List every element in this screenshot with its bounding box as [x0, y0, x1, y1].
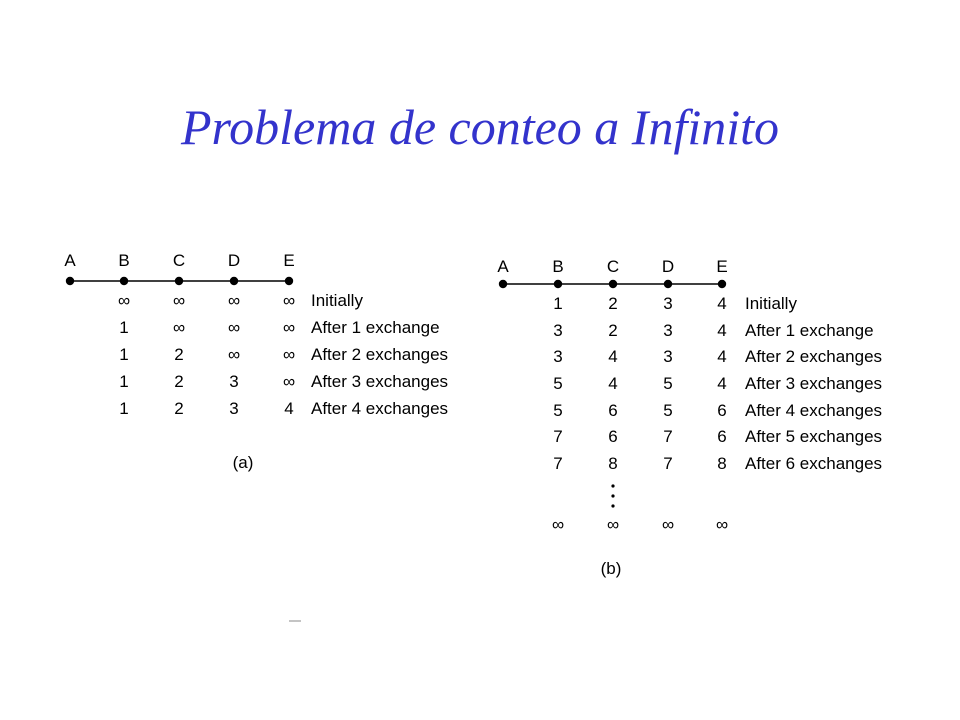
panel-b-row-6-value-e: 8	[717, 454, 727, 473]
panel-b-node-b-dot	[554, 280, 562, 288]
panel-a-row-4-value-d: 3	[229, 399, 239, 418]
panel-a-row-3-value-e: ∞	[282, 372, 296, 391]
panel-b-node-c-dot	[609, 280, 617, 288]
panel-a-node-b-dot	[120, 277, 128, 285]
panel-a-row-0-value-e: ∞	[282, 291, 296, 310]
panel-b-final-value-c: ∞	[606, 515, 620, 534]
panel-a-row-1-label: After 1 exchange	[311, 318, 440, 337]
panel-b-row-2-value-d: 3	[663, 347, 673, 366]
panel-a-row-3-value-d: 3	[229, 372, 239, 391]
panel-b-row-6-value-c: 8	[608, 454, 618, 473]
panel-b-row-0-value-d: 3	[663, 294, 673, 313]
panel-b-row-3-value-e: 4	[717, 374, 727, 393]
panel-a-node-a-label: A	[64, 251, 76, 270]
panel-a-row-4-value-e: 4	[284, 399, 294, 418]
panel-b-row-3-label: After 3 exchanges	[745, 374, 883, 393]
panel-a-row-0-value-c: ∞	[172, 291, 186, 310]
panel-b-row-4-value-d: 5	[663, 401, 673, 420]
panel-a-row-0-label: Initially	[311, 291, 363, 310]
panel-a-row-3-label: After 3 exchanges	[311, 372, 449, 391]
panel-a-row-3-value-c: 2	[174, 372, 184, 391]
panel-b-row-2-label: After 2 exchanges	[745, 347, 883, 366]
panel-b-row-4-value-b: 5	[553, 401, 563, 420]
panel-b-row-5-value-e: 6	[717, 427, 727, 446]
panel-b-row-0-value-c: 2	[608, 294, 618, 313]
panel-a-row-2-value-d: ∞	[227, 345, 241, 364]
panel-a-row-4-label: After 4 exchanges	[311, 399, 449, 418]
panel-b-row-4-value-c: 6	[608, 401, 618, 420]
panel-a-node-b-label: B	[118, 251, 130, 270]
panel-a-node-c-dot	[175, 277, 183, 285]
panel-b	[497, 257, 882, 578]
panel-b-caption: (b)	[600, 559, 622, 578]
panel-a-node-e-dot	[285, 277, 293, 285]
panel-a-node-c-label: C	[172, 251, 186, 270]
panel-a-node-d-dot	[230, 277, 238, 285]
panel-b-row-2-value-b: 3	[553, 347, 563, 366]
panel-a-row-0-value-b: ∞	[117, 291, 131, 310]
panel-b-row-0-value-e: 4	[717, 294, 727, 313]
panel-a	[64, 251, 448, 472]
panel-b-node-e-dot	[718, 280, 726, 288]
panel-b-node-a-dot	[499, 280, 507, 288]
panel-b-node-c-label: C	[606, 257, 620, 276]
slide-title: Problema de conteo a Infinito	[180, 99, 780, 155]
panel-a-row-3-value-b: 1	[119, 372, 129, 391]
panel-b-vertical-ellipsis	[611, 484, 614, 507]
panel-b-row-0-value-b: 1	[553, 294, 563, 313]
panel-b-row-1-value-b: 3	[553, 321, 563, 340]
panel-a-row-2-label: After 2 exchanges	[311, 345, 449, 364]
panel-a-row-0-value-d: ∞	[227, 291, 241, 310]
panel-b-ellipsis-dot-2	[611, 494, 614, 497]
panel-b-node-b-label: B	[552, 257, 564, 276]
panel-b-row-3-value-d: 5	[663, 374, 673, 393]
panel-a-node-e-label: E	[283, 251, 295, 270]
panel-a-row-4-value-c: 2	[174, 399, 184, 418]
panel-b-row-6-value-b: 7	[553, 454, 563, 473]
panel-b-row-1-value-d: 3	[663, 321, 673, 340]
panel-a-caption: (a)	[232, 453, 254, 472]
panel-b-node-a-label: A	[497, 257, 509, 276]
panel-a-row-1-value-e: ∞	[282, 318, 296, 337]
panel-b-final-value-e: ∞	[715, 515, 729, 534]
panel-a-row-2-value-c: 2	[174, 345, 184, 364]
panel-b-row-5-value-c: 6	[608, 427, 618, 446]
panel-b-row-3-value-b: 5	[553, 374, 563, 393]
panel-b-row-3-value-c: 4	[608, 374, 618, 393]
panel-b-ellipsis-dot-3	[611, 504, 614, 507]
panel-b-row-5-label: After 5 exchanges	[745, 427, 883, 446]
panel-b-row-2-value-c: 4	[608, 347, 618, 366]
panel-b-row-0-label: Initially	[745, 294, 797, 313]
panel-b-row-6-label: After 6 exchanges	[745, 454, 883, 473]
panel-a-row-1-value-b: 1	[119, 318, 129, 337]
panel-a-node-d-label: D	[227, 251, 241, 270]
panel-b-row-1-value-c: 2	[608, 321, 618, 340]
panel-a-row-1-value-d: ∞	[227, 318, 241, 337]
panel-b-node-d-dot	[664, 280, 672, 288]
panel-a-row-2-value-b: 1	[119, 345, 129, 364]
panel-b-row-1-label: After 1 exchange	[745, 321, 874, 340]
panel-b-node-e-label: E	[716, 257, 728, 276]
panel-b-row-4-value-e: 6	[717, 401, 727, 420]
panel-b-row-5-value-b: 7	[553, 427, 563, 446]
panel-b-row-4-label: After 4 exchanges	[745, 401, 883, 420]
panel-b-row-5-value-d: 7	[663, 427, 673, 446]
panel-b-final-value-b: ∞	[551, 515, 565, 534]
panel-a-row-4-value-b: 1	[119, 399, 129, 418]
panel-a-node-a-dot	[66, 277, 74, 285]
panel-b-row-6-value-d: 7	[663, 454, 673, 473]
panel-b-row-2-value-e: 4	[717, 347, 727, 366]
panel-b-row-1-value-e: 4	[717, 321, 727, 340]
panel-b-node-d-label: D	[661, 257, 675, 276]
panel-b-final-value-d: ∞	[661, 515, 675, 534]
panel-b-ellipsis-dot-1	[611, 484, 614, 487]
panel-a-row-1-value-c: ∞	[172, 318, 186, 337]
panel-a-row-2-value-e: ∞	[282, 345, 296, 364]
